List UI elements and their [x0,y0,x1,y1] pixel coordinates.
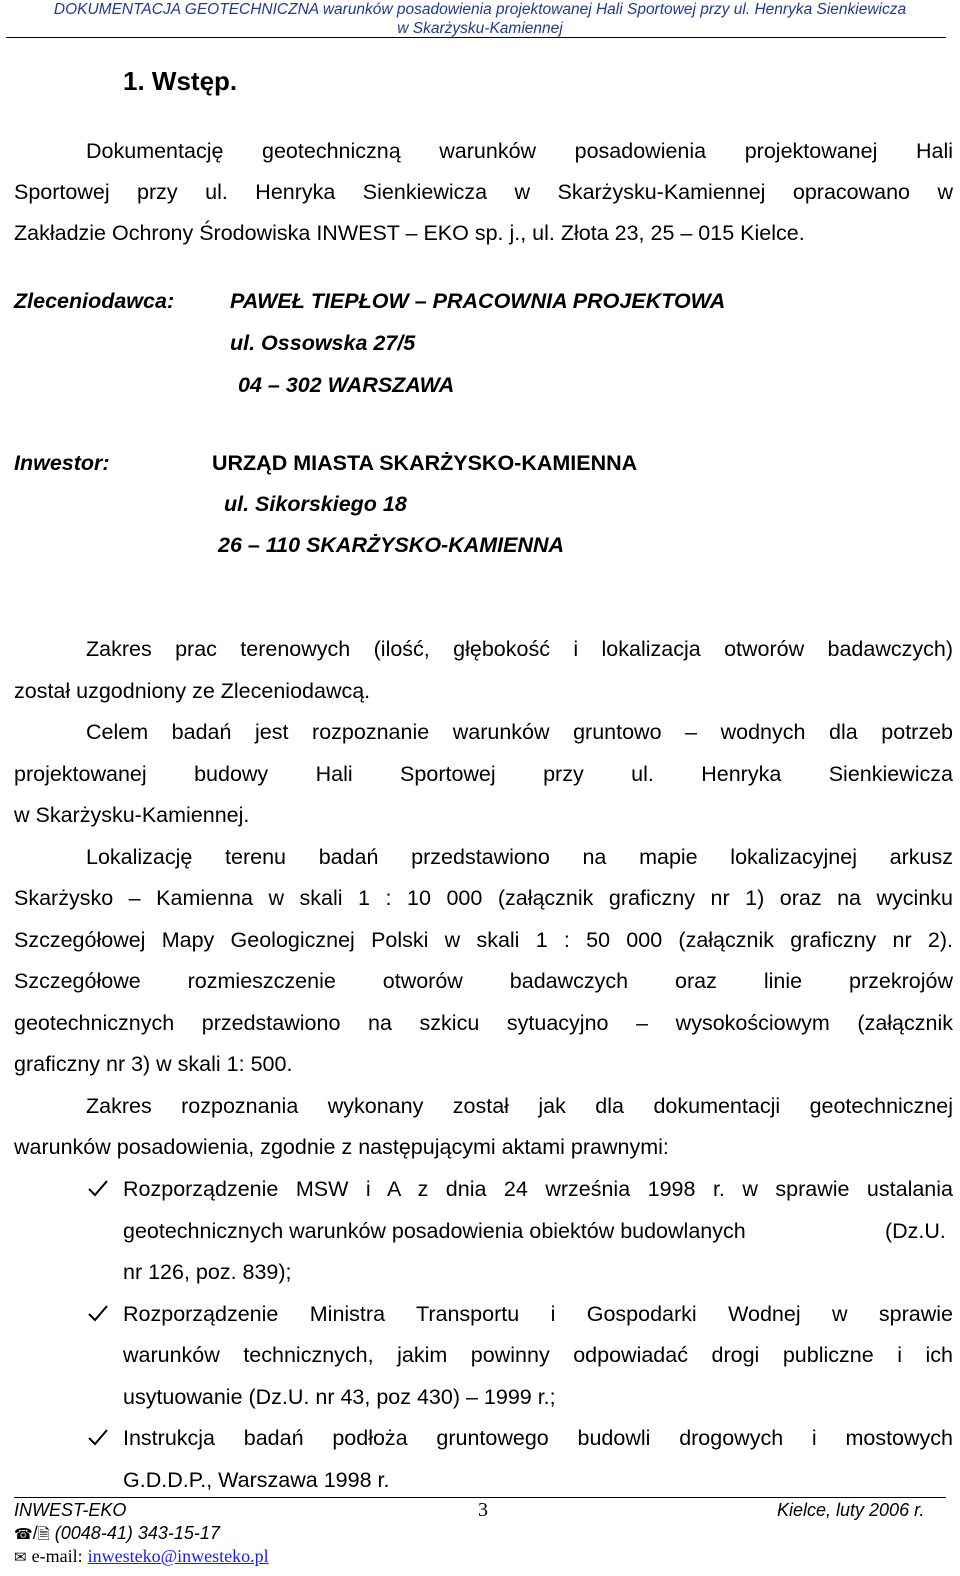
footer-email-label: e-mail: [31,1546,83,1566]
list-item-2-line-1: Rozporządzenie Ministra Transportu i Gospodarki Wodnej w sprawie [123,1302,953,1326]
client-city: 04 – 302 WARSZAWA [238,373,455,397]
checkmark-icon [86,1301,110,1325]
p1-line-1: Zakres prac terenowych (ilość, głębokość i lokalizacja otworów badawczych) [86,637,953,661]
footer-email-link[interactable]: inwesteko@inwesteko.pl [87,1546,269,1566]
checkmark-icon [86,1176,110,1200]
p3-line-1: Lokalizację terenu badań przedstawiono na mapie lokalizacyjnej arkusz [86,845,953,869]
footer-rule [14,1497,946,1498]
investor-label: Inwestor: [14,451,110,475]
p3-line-4: Szczegółowe rozmieszczenie otworów badawczych oraz linie przekrojów [14,969,953,993]
list-item-1-line-2: geotechnicznych warunków posadowienia obiektów budowlanych [123,1219,746,1243]
intro-line-1: Dokumentację geotechniczną warunków posadowienia projektowanej Hali [86,139,953,163]
client-label: Zleceniodawca: [14,289,175,313]
p2-line-3: w Skarżysku-Kamiennej. [14,803,250,827]
running-header [0,0,960,38]
page-number: 3 [478,1499,488,1521]
p3-line-2: Skarżysko – Kamienna w skali 1 : 10 000 (załącznik graficzny nr 1) oraz na wycinku [14,886,953,910]
p3-line-6: graficzny nr 3) w skali 1: 500. [14,1052,293,1076]
investor-street: ul. Sikorskiego 18 [224,492,407,516]
investor-name: URZĄD MIASTA SKARŻYSKO-KAMIENNA [212,451,638,475]
phone-icon: ☎ [14,1525,33,1543]
list-item-1-line-3: nr 126, poz. 839); [123,1260,292,1284]
list-item-1-line-1: Rozporządzenie MSW i A z dnia 24 września 1998 r. w sprawie ustalania [123,1177,953,1201]
p4-line-1: Zakres rozpoznania wykonany został jak dla dokumentacji geotechnicznej [86,1094,953,1118]
footer-email-row [14,1546,269,1567]
p3-line-3: Szczegółowej Mapy Geologicznej Polski w skali 1 : 50 000 (załącznik graficzny nr 2). [14,928,953,952]
client-street: ul. Ossowska 27/5 [230,331,416,355]
p3-line-5: geotechnicznych przedstawiono na szkicu sytuacyjno – wysokościowym (załącznik [14,1011,953,1035]
p4-line-2: warunków posadowienia, zgodnie z następującymi aktami prawnymi: [14,1135,669,1159]
p2-line-2: projektowanej budowy Hali Sportowej przy ul. Henryka Sienkiewicza [14,762,953,786]
list-item-3-line-2: G.D.D.P., Warszawa 1998 r. [123,1468,390,1492]
p2-line-1: Celem badań jest rozpoznanie warunków gruntowo – wodnych dla potrzeb [86,720,953,744]
footer-company: INWEST-EKO [14,1500,127,1520]
footer-phone: (0048-41) 343-15-17 [54,1523,220,1543]
list-item-2-line-3: usytuowanie (Dz.U. nr 43, poz 430) – 1999 r.; [123,1385,556,1409]
header-rule [6,37,946,38]
list-item-1-line-2-ref: (Dz.U. [885,1219,946,1243]
footer-phone-row: ☎/🗎 (0048-41) 343-15-17 [14,1523,220,1543]
list-item-2-line-2: warunków technicznych, jakim powinny odpowiadać drogi publiczne i ich [123,1343,953,1367]
envelope-icon: ✉ [14,1548,27,1566]
fax-icon: 🗎 [37,1525,50,1543]
section-title: 1. Wstęp. [123,66,238,96]
list-item-3-line-1: Instrukcja badań podłoża gruntowego budowli drogowych i mostowych [123,1426,953,1450]
footer-place-date: Kielce, luty 2006 r. [777,1500,925,1520]
client-name: PAWEŁ TIEPŁOW – PRACOWNIA PROJEKTOWA [230,289,726,313]
intro-line-3: Zakładzie Ochrony Środowiska INWEST – EKO sp. j., ul. Złota 23, 25 – 015 Kielce. [14,221,805,245]
investor-city: 26 – 110 SKARŻYSKO-KAMIENNA [218,533,565,557]
header-line-2: w Skarżysku-Kamiennej [397,20,563,37]
intro-line-2: Sportowej przy ul. Henryka Sienkiewicza w Skarżysku-Kamiennej opracowano w [14,180,953,204]
checkmark-icon [86,1425,110,1449]
p1-line-2: został uzgodniony ze Zleceniodawcą. [14,679,371,703]
header-line-1: DOKUMENTACJA GEOTECHNICZNA warunków posadowienia projektowanej Hali Sportowej przy ul. Henryka Sienkiewicza [53,1,907,18]
